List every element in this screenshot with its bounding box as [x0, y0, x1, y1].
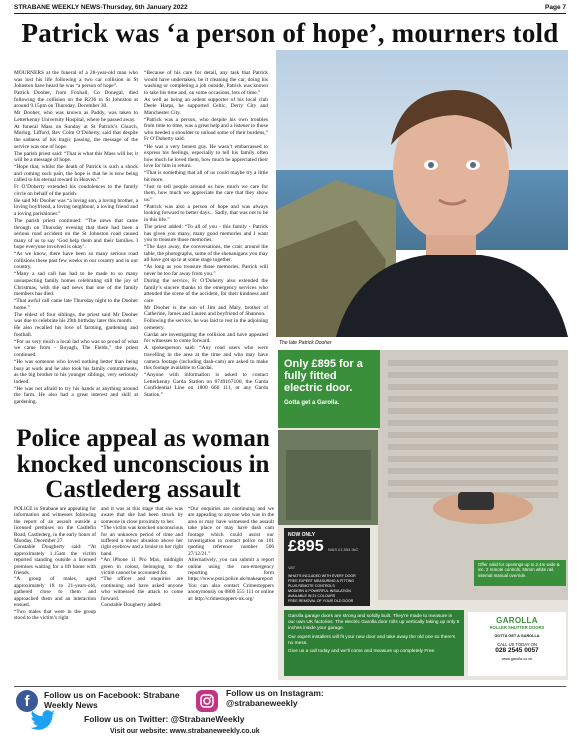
story2-paragraph: “Our enquiries are continuing and we are appealing to anyone who was in the area or may have witnessed the assault take place or may have dash cam footage which could assist our investigation to contact police on 101 quoting reference number 506 27/12/21.” — [188, 506, 274, 557]
story1-paragraph: The eldest of four siblings, the priest said Mr Dooher was due to celebrate his 29th birthday later this month. — [14, 311, 138, 325]
story1-paragraph: “That is something that all of us could maybe try a little bit more. — [144, 170, 268, 183]
facebook-follow[interactable]: Follow us on Facebook: Strabane Weekly News — [44, 690, 180, 710]
story1-paragraph: “Patrick was a person, who despite his own troubles from time to time, was a great help and a listener to those who needed a shoulder to unload some of their burdens,” Fr O’Doherty said. — [144, 116, 268, 143]
ad-was-price: WAS £1,554 INC VAT — [288, 547, 359, 570]
story2-paragraph: “An iPhone 11 Pro Max, midnight green in colour, belonging to the victim cannot be accounted for. — [101, 557, 183, 577]
story1-paragraph: At funeral Mass on Sunday at St Patrick’s Church, Murlog, Lifford, Rev Colm O’Doherty, said that despite the sadness of his tragic passing, the message of the service was one of hope. — [14, 123, 138, 150]
story2-column-3 — [188, 506, 274, 684]
garolla-logo: GAROLLA — [496, 616, 538, 625]
ad-price: £895 — [288, 538, 324, 555]
story2-column-1 — [14, 506, 96, 684]
story1-paragraph: A spokesperson said: “Any road users who were travelling in the area at the time and who may have camera footage (including dash-cam) are asked to make this footage available to Gardai. — [144, 345, 268, 372]
story1-paragraph: “Patrick was also a person of hope and was always looking forward to better days... Sadly, that was not to be in this life.” — [144, 203, 268, 224]
story1-paragraph: The parish priest said: “That is what this Mass will be; it will be a message of hope. — [14, 150, 138, 164]
story1-paragraph: “The days away, the conversations, the craic around the table, the photographs, some of the shenanigans you may all have got up to at some stage together. — [144, 244, 268, 264]
story2-paragraph: “The victim was knocked unconscious for an unknown period of time and suffered a minor abrasion above her right eyebrow and a bruise to her right hand. — [101, 525, 183, 557]
ad-offer-box — [284, 528, 370, 606]
ad-call-label: CALL US TODAY ON — [497, 641, 537, 647]
ad-headline: Only £895 for a fully fitted electric door. — [284, 358, 363, 394]
ad-now-only: NOW ONLY — [288, 532, 316, 538]
page-number: Page 7 — [545, 4, 566, 11]
story1-headline: Patrick was ‘a person of hope’, mourners told — [21, 18, 559, 48]
ad-description-paragraph: Give us a call today and we'll come and measure up completely Free. — [288, 649, 436, 655]
story1-paragraph: As well as being an ardent supporter of his local club Deele Harps, he supported Celtic, Derry City and Manchester City. — [144, 96, 268, 116]
ad-banner — [278, 350, 380, 428]
story1-paragraph: “As long as you treasure those memories, Patrick will never be too far away from you.” — [144, 264, 268, 277]
header-rule — [14, 13, 566, 14]
footer-rule — [14, 686, 566, 687]
instagram-label: Follow us on Instagram: — [226, 688, 324, 698]
story1-paragraph: MOURNERS at the funeral of a 28-year-old man who was lost his life following a two car collision in St Johnston have heard he was “a person of hope”. — [14, 70, 138, 90]
story1-paragraph: “Anyone with information is asked to contact Letterkenny Garda Station on 0749167100, the Garda Confidential Line on 1800 666 111, or any Garda Station.” — [144, 372, 268, 398]
story2-paragraph: “A group of males, aged approximately 18 to 21-years-old, gathered close to them and approached them and an interaction ensued. — [14, 576, 96, 609]
ad-description-paragraph: Garolla garage doors are strong and solidly built. They're made to measure in our own UK factories. The electric Garolla door rolls up vertically taking up only 8 inches inside your garage. — [288, 614, 460, 632]
ad-contact-panel — [468, 612, 566, 676]
ad-cta: Gotta get a Garolla. — [284, 400, 340, 406]
story1-paragraph: “He was not afraid to try his hands at anything around the farm. He also had a great interest and skill at gardening. — [14, 385, 138, 405]
instagram-handle: @strabaneweekly — [226, 698, 298, 708]
story1-paragraph: “Hope that, whilst the death of Patrick is such a shock and coming such pain, the hope is that he is now being called to his eternal reward in Heaven.” — [14, 164, 138, 184]
story1-paragraph: He also recalled his love of farming, gardening and football. — [14, 325, 138, 338]
story1-paragraph: “Because of his care for detail, any task that Patrick would have undertaken, be it cleaning the car, doing his washing or completing a job outside, Patrick was known to take his time and, on some occasions, lots of time.” — [144, 70, 268, 96]
portrait-photo — [276, 50, 568, 337]
facebook-icon[interactable]: f — [16, 690, 38, 712]
twitter-icon[interactable] — [30, 710, 56, 730]
photo-caption: The late Patrick Dooher — [279, 340, 332, 346]
story1-paragraph: Gardai are investigating the collision and have appealed for witnesses to come forward. — [144, 331, 268, 345]
ad-description — [284, 610, 464, 676]
story2-paragraph: “The officer and enquiries are continuing and have asked anyone who witnessed the attack to come forward. — [101, 576, 183, 602]
story1-paragraph: The priest added: “To all of you - this family - Patrick has given you many, many good memories and I want you to treasure those memories. — [144, 224, 268, 244]
story1-paragraph: “Many a sad call has had to be made to so many unsuspecting family homes celebrating still the joy of Christmas, with the sad news that one of the family members has died. — [14, 271, 138, 298]
story1-paragraph: “Just to tell people around us how much we care for them, how much we appreciate the care that they show us.” — [144, 183, 268, 203]
ad-offer-line: MODERN & POWERFUL INSULATION — [288, 589, 351, 593]
story1-paragraph: Fr O’Doherty extended his condolences to the family circle on behalf of the parish. — [14, 184, 138, 197]
website-link[interactable]: Visit our website: www.strabaneweekly.co.uk — [110, 728, 260, 735]
twitter-follow[interactable]: Follow us on Twitter: @StrabaneWeekly — [84, 714, 245, 724]
story1-paragraph: Mr Dooher is the son of Jim and Mary, brother of Catherine, James and Lauren and boyfriend of Shannon. — [144, 304, 268, 318]
story2-headline: Police appeal as woman knocked unconscious in Castlederg assault — [16, 425, 270, 503]
story1-column-2 — [144, 70, 268, 422]
ad-offer-line: AVAILABLE IN 21 COLOURS — [288, 594, 336, 598]
ad-offer-line: FREE REMOVAL OF YOUR OLD DOOR — [288, 599, 354, 603]
ad-offer-line: PLUS REMOTE CONTROLS — [288, 584, 335, 588]
garolla-logo-sub: ROLLER SHUTTER DOORS — [489, 625, 545, 630]
ad-tagline: GOTTA GET A GAROLLA — [494, 633, 540, 638]
ad-phone-number[interactable]: 028 2545 0057 — [495, 646, 539, 654]
story2-paragraph: “Two males that were in the group stood to the victim’s right — [14, 608, 96, 621]
story1-paragraph: “As we know, there have been so many serious road collisions these past few weeks in our country and in our country. — [14, 251, 138, 271]
story1-paragraph: He said Mr Dooher was “a loving son, a loving brother, a loving boyfriend, a loving neighbour, a loving friend and a loving parishioner.” — [14, 197, 138, 217]
story1-paragraph: Patrick Dooher, from Foxhall, Co Donegal, died following the collision on the R236 in St Johnston at around 9.15pm on Thursday, December 30. — [14, 90, 138, 110]
garolla-advert[interactable] — [278, 350, 568, 680]
story2-paragraph: Constable Dougherty said: “At approximately 1.15am the victim reported standing outside a licensed premises waiting for a lift home with friends. — [14, 544, 96, 577]
ad-description-paragraph: Our expert installers will fit your new door and take away the old one so there's no mess. — [288, 634, 456, 646]
story2-column-2 — [101, 506, 183, 684]
ad-offer-terms: Offer valid for openings up to 2.4m wide & inc. 2 remote controls, 55mm white rail, internal manual override. — [474, 560, 566, 586]
instagram-follow[interactable] — [226, 688, 324, 708]
ad-offer-line: FREE EXPERT MEASURING & FITTING — [288, 579, 354, 583]
ad-offer-lines — [288, 574, 366, 604]
instagram-icon[interactable] — [196, 690, 218, 712]
story1-paragraph: Mr Dooher, who was known as Paddy, was taken to Letterkenny University Hospital, where he passed away. — [14, 110, 138, 123]
story1-paragraph: “He was someone who loved nothing better than being busy at work and he also took his family commitments, as the big brother to his younger siblings, very seriously indeed. — [14, 359, 138, 385]
story2-paragraph: Constable Dougherty added: — [101, 602, 162, 609]
story2-paragraph: POLICE in Strabane are appealing for information and witnesses following the report of an assault outside a licensed premises on the Castlefin Road, Castlederg, in the early hours of Monday, December 27. — [14, 506, 96, 545]
story1-column-1 — [14, 70, 138, 422]
story2-paragraph: and it was at this stage that she was aware that she had been struck by someone in close proximity to her. — [101, 506, 183, 525]
ad-website[interactable]: www.garolla.co.uk — [501, 656, 533, 661]
story1-paragraph: Following the service, he was laid to rest in the adjoining cemetery. — [144, 318, 268, 331]
story2-paragraph: Alternatively, you can submit a report online using the non-emergency reporting form https://www.psni.police.uk/makeareport — [188, 557, 274, 583]
story1-paragraph: During the service, Fr O’Doherty also extended the family’s sincere thanks to the emergency services who attended the scene of the accident, for their kindness and care. — [144, 277, 268, 304]
story1-paragraph: The parish priest continued: “The news that came through on Thursday evening that there had been a serious road accident on the St Johnston road caused many of us to say ‘God help them and their families. I hope everyone involved is okay’. — [14, 218, 138, 251]
story1-paragraph: “He was a very honest guy. He wasn’t embarrassed to express his feelings, especially to tell his family often how much he loved them, how much he appreciated their love for him in return. — [144, 143, 268, 170]
story2-paragraph: You can also contact Crimestoppers anonymously on 0800 555 111 or online at: http://crimestoppers-uk.org/ — [188, 582, 274, 602]
story1-paragraph: “For us very much a local lad who was so proud of what we came from - Boyagh, The Fields,” the priest continued. — [14, 338, 138, 358]
ad-offer-line: WHAT'S INCLUDED WITH EVERY DOOR — [288, 574, 356, 578]
story1-paragraph: “That awful call came late Thursday night to the Dooher home.” — [14, 298, 138, 311]
paper-date: STRABANE WEEKLY NEWS-Thursday, 6th January 2022 — [14, 4, 188, 11]
